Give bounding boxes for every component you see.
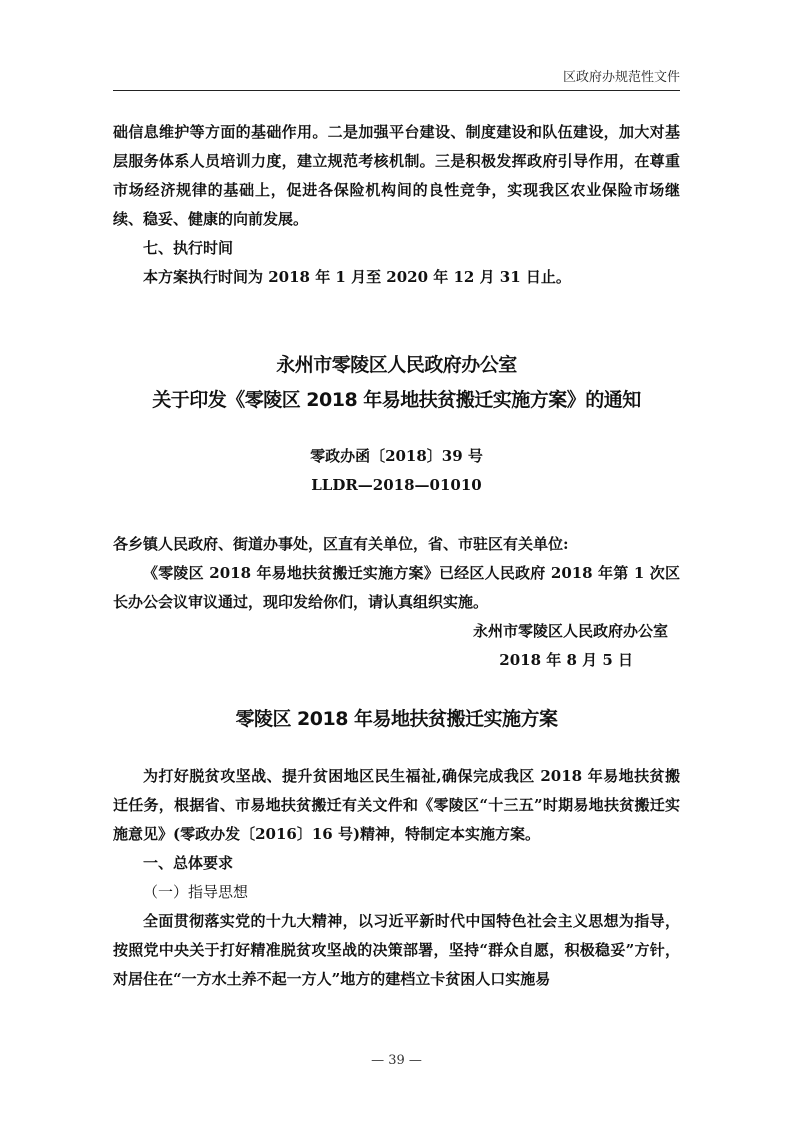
notice-body: [113, 530, 680, 675]
page-number: — 39 —: [371, 1053, 422, 1068]
notice-date: 2018 年 8 月 5 日: [499, 651, 633, 669]
execution-time-text: 本方案执行时间为 2018 年 1 月至 2020 年 12 月 31 日止。: [143, 268, 571, 286]
plan-subheading-guiding-ideology: （一）指导思想: [143, 883, 249, 901]
plan-intro: 为打好脱贫攻坚战、提升贫困地区民生福祉,确保完成我区 2018 年易地扶贫搬迁任务，根据省、市易地扶贫搬迁有关文件和《零陵区“十三五”时期易地扶贫搬迁实施意见》(零政办发〔2016〕16 号)精神，特制定本实施方案。: [113, 767, 680, 843]
plan-heading-general-requirements: 一、总体要求: [143, 854, 234, 872]
notice-signer: 永州市零陵区人民政府办公室: [472, 622, 668, 640]
section-heading-execution-time: 七、执行时间: [143, 239, 234, 257]
document-number: 零政办函〔2018〕39 号: [310, 447, 483, 465]
continued-section: [113, 118, 680, 292]
plan-body: [113, 762, 680, 994]
document-numbers: [113, 442, 680, 500]
notice-body-text: 《零陵区 2018 年易地扶贫搬迁实施方案》已经区人民政府 2018 年第 1 次区长办公会议审议通过，现印发给你们，请认真组织实施。: [113, 564, 680, 611]
running-header: 区政府办规范性文件: [562, 70, 680, 85]
plan-title-block: [113, 702, 680, 737]
notice-title-line2: 关于印发《零陵区 2018 年易地扶贫搬迁实施方案》的通知: [152, 389, 641, 411]
notice-recipients: 各乡镇人民政府、街道办事处，区直有关单位，省、市驻区有关单位:: [113, 535, 569, 553]
plan-guiding-text: 全面贯彻落实党的十九大精神，以习近平新时代中国特色社会主义思想为指导，按照党中央关于打好精准脱贫攻坚战的决策部署，坚持“群众自愿，积极稳妥”方针，对居住在“一方水土养不起一方人”地方的建档立卡贫困人口实施易: [113, 912, 680, 988]
plan-title: 零陵区 2018 年易地扶贫搬迁实施方案: [235, 708, 558, 730]
continued-paragraph: 础信息维护等方面的基础作用。二是加强平台建设、制度建设和队伍建设，加大对基层服务体系人员培训力度，建立规范考核机制。三是积极发挥政府引导作用，在尊重市场经济规律的基础上，促进各保险机构间的良性竞争，实现我区农业保险市场继续、稳妥、健康的向前发展。: [113, 123, 680, 228]
notice-title: [113, 348, 680, 418]
registration-number: LLDR—2018—01010: [311, 476, 482, 494]
notice-title-line1: 永州市零陵区人民政府办公室: [276, 354, 517, 376]
header-divider: [113, 90, 680, 91]
